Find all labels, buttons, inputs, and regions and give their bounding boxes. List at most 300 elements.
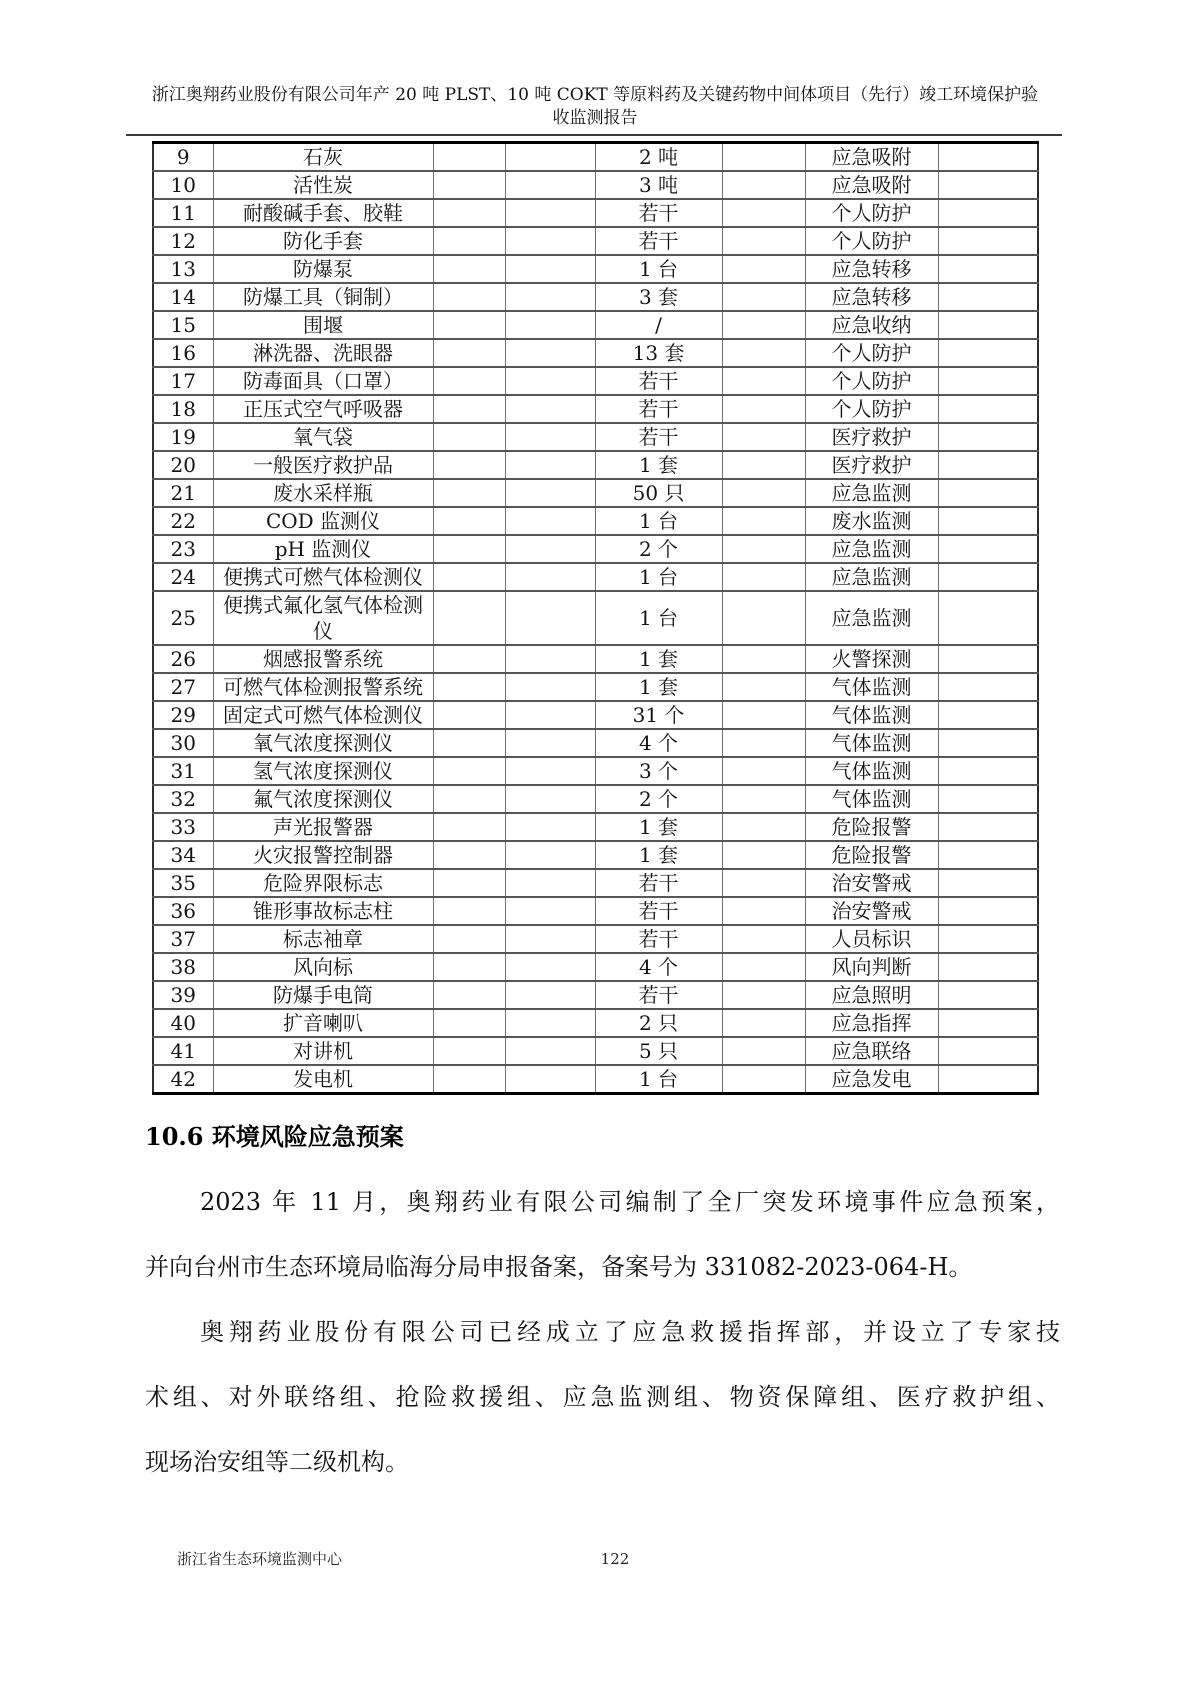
table-cell-purpose: 个人防护: [805, 227, 938, 255]
table-cell-purpose: 应急照明: [805, 981, 938, 1009]
table-row: [153, 757, 1038, 785]
paragraph-line: 2023 年 11 月，奥翔药业有限公司编制了全厂突发环境事件应急预案，: [200, 1188, 1060, 1216]
table-cell-empty: [722, 451, 805, 479]
table-cell-empty: [722, 841, 805, 869]
table-cell-item: 标志袖章: [213, 925, 433, 953]
table-cell-quantity: 13 套: [595, 339, 722, 367]
table-row: [153, 729, 1038, 757]
table-cell-purpose: 应急监测: [805, 591, 938, 645]
section-heading: 10.6 环境风险应急预案: [145, 1122, 404, 1151]
table-cell-empty: [433, 311, 505, 339]
table-cell-empty: [433, 1037, 505, 1065]
table-cell-empty: [433, 171, 505, 199]
table-cell-purpose: 应急监测: [805, 535, 938, 563]
table-cell-item: pH 监测仪: [213, 535, 433, 563]
table-cell-empty: [505, 227, 595, 255]
table-cell-empty: [505, 953, 595, 981]
table-cell-item: 防爆手电筒: [213, 981, 433, 1009]
table-row: [153, 673, 1038, 701]
table-cell-item: 可燃气体检测报警系统: [213, 673, 433, 701]
table-cell-item: 围堰: [213, 311, 433, 339]
table-cell-empty: [722, 227, 805, 255]
table-cell-purpose: 应急吸附: [805, 171, 938, 199]
table-cell-number: 14: [153, 283, 213, 311]
table-cell-item: 锥形事故标志柱: [213, 897, 433, 925]
table-cell-item: 扩音喇叭: [213, 1009, 433, 1037]
paragraph-line: 并向台州市生态环境局临海分局申报备案，备案号为 331082-2023-064-H。: [145, 1253, 973, 1281]
table-cell-empty: [433, 953, 505, 981]
table-cell-empty: [722, 1065, 805, 1094]
table-cell-empty: [505, 199, 595, 227]
running-head-line1: 浙江奥翔药业股份有限公司年产 20 吨 PLST、10 吨 COKT 等原料药及关键药物中间体项目（先行）竣工环境保护验: [151, 85, 1039, 105]
table-row: [153, 869, 1038, 897]
table-cell-empty: [938, 535, 1038, 563]
table-cell-empty: [433, 785, 505, 813]
table-cell-purpose: 气体监测: [805, 729, 938, 757]
table-cell-empty: [433, 673, 505, 701]
header-rule: [126, 134, 1062, 136]
table-cell-empty: [722, 757, 805, 785]
table-row: [153, 563, 1038, 591]
table-cell-quantity: 1 套: [595, 645, 722, 673]
table-cell-empty: [433, 199, 505, 227]
table-cell-number: 24: [153, 563, 213, 591]
table-cell-empty: [505, 339, 595, 367]
table-cell-number: 41: [153, 1037, 213, 1065]
table-cell-empty: [505, 673, 595, 701]
table-cell-empty: [722, 563, 805, 591]
table-cell-empty: [938, 507, 1038, 535]
table-cell-item: 氧气袋: [213, 423, 433, 451]
table-cell-empty: [433, 813, 505, 841]
table-cell-purpose: 风向判断: [805, 953, 938, 981]
table-cell-quantity: 1 台: [595, 1065, 722, 1094]
table-cell-purpose: 治安警戒: [805, 869, 938, 897]
table-cell-empty: [722, 479, 805, 507]
table-cell-number: 30: [153, 729, 213, 757]
table-cell-quantity: 4 个: [595, 729, 722, 757]
table-cell-quantity: 若干: [595, 367, 722, 395]
table-cell-quantity: 2 个: [595, 535, 722, 563]
table-cell-item: 防化手套: [213, 227, 433, 255]
table-cell-empty: [938, 563, 1038, 591]
table-cell-empty: [505, 395, 595, 423]
table-cell-purpose: 应急联络: [805, 1037, 938, 1065]
paragraph-filing: [145, 1170, 1060, 1300]
table-cell-empty: [433, 869, 505, 897]
table-cell-empty: [938, 395, 1038, 423]
table-cell-item: COD 监测仪: [213, 507, 433, 535]
table-cell-empty: [505, 255, 595, 283]
table-cell-purpose: 气体监测: [805, 757, 938, 785]
table-cell-purpose: 危险报警: [805, 813, 938, 841]
table-cell-empty: [722, 339, 805, 367]
table-cell-empty: [505, 283, 595, 311]
table-cell-item: 风向标: [213, 953, 433, 981]
table-cell-quantity: 4 个: [595, 953, 722, 981]
table-cell-number: 17: [153, 367, 213, 395]
table-cell-number: 20: [153, 451, 213, 479]
table-row: [153, 367, 1038, 395]
table-row: [153, 143, 1038, 172]
table-cell-number: 11: [153, 199, 213, 227]
table-cell-empty: [433, 423, 505, 451]
table-cell-item: 声光报警器: [213, 813, 433, 841]
table-cell-purpose: 个人防护: [805, 367, 938, 395]
table-cell-number: 25: [153, 591, 213, 645]
table-row: [153, 311, 1038, 339]
table-cell-empty: [433, 479, 505, 507]
table-cell-empty: [505, 841, 595, 869]
table-cell-empty: [722, 311, 805, 339]
table-row: [153, 255, 1038, 283]
table-cell-number: 37: [153, 925, 213, 953]
table-cell-number: 15: [153, 311, 213, 339]
table-cell-item: 发电机: [213, 1065, 433, 1094]
table-cell-empty: [938, 925, 1038, 953]
table-cell-empty: [433, 395, 505, 423]
table-cell-empty: [505, 143, 595, 172]
table-row: [153, 591, 1038, 645]
table-cell-quantity: 若干: [595, 423, 722, 451]
table-row: [153, 199, 1038, 227]
table-cell-empty: [433, 255, 505, 283]
table-cell-quantity: 5 只: [595, 1037, 722, 1065]
table-row: [153, 339, 1038, 367]
table-cell-item: 废水采样瓶: [213, 479, 433, 507]
table-cell-purpose: 危险报警: [805, 841, 938, 869]
table-cell-number: 26: [153, 645, 213, 673]
table-cell-empty: [433, 981, 505, 1009]
table-cell-empty: [938, 981, 1038, 1009]
table-row: [153, 1009, 1038, 1037]
table-cell-empty: [938, 729, 1038, 757]
table-cell-empty: [505, 757, 595, 785]
table-cell-empty: [505, 563, 595, 591]
table-cell-empty: [722, 673, 805, 701]
table-cell-empty: [722, 423, 805, 451]
table-cell-purpose: 应急监测: [805, 479, 938, 507]
table-cell-quantity: 若干: [595, 227, 722, 255]
table-row: [153, 227, 1038, 255]
table-cell-empty: [722, 869, 805, 897]
table-cell-number: 39: [153, 981, 213, 1009]
table-cell-empty: [433, 367, 505, 395]
table-cell-purpose: 医疗救护: [805, 423, 938, 451]
table-row: [153, 1037, 1038, 1065]
table-row: [153, 395, 1038, 423]
paragraph-line: 现场治安组等二级机构。: [145, 1448, 409, 1476]
table-cell-number: 38: [153, 953, 213, 981]
table-cell-quantity: 若干: [595, 395, 722, 423]
table-cell-empty: [722, 785, 805, 813]
table-cell-quantity: 50 只: [595, 479, 722, 507]
table-cell-empty: [433, 925, 505, 953]
table-cell-quantity: 1 台: [595, 507, 722, 535]
table-cell-empty: [938, 897, 1038, 925]
paragraph-line: 奥翔药业股份有限公司已经成立了应急救援指挥部，并设立了专家技: [200, 1318, 1060, 1346]
table-cell-item: 耐酸碱手套、胶鞋: [213, 199, 433, 227]
table-cell-empty: [722, 1037, 805, 1065]
table-cell-number: 33: [153, 813, 213, 841]
table-cell-purpose: 应急转移: [805, 283, 938, 311]
table-row: [153, 1065, 1038, 1094]
table-cell-empty: [938, 367, 1038, 395]
table-cell-empty: [938, 255, 1038, 283]
table-cell-empty: [938, 1065, 1038, 1094]
table-cell-quantity: 若干: [595, 981, 722, 1009]
table-cell-item: 活性炭: [213, 171, 433, 199]
table-cell-empty: [505, 591, 595, 645]
table-cell-number: 22: [153, 507, 213, 535]
table-cell-item: 氢气浓度探测仪: [213, 757, 433, 785]
table-cell-purpose: 应急发电: [805, 1065, 938, 1094]
table-cell-empty: [938, 311, 1038, 339]
table-cell-quantity: /: [595, 311, 722, 339]
table-cell-empty: [722, 953, 805, 981]
table-cell-empty: [938, 869, 1038, 897]
table-cell-empty: [938, 479, 1038, 507]
table-cell-quantity: 若干: [595, 199, 722, 227]
table-cell-item: 氟气浓度探测仪: [213, 785, 433, 813]
table-cell-number: 19: [153, 423, 213, 451]
table-cell-purpose: 废水监测: [805, 507, 938, 535]
table-cell-purpose: 应急吸附: [805, 143, 938, 172]
table-cell-empty: [938, 143, 1038, 172]
table-row: [153, 171, 1038, 199]
table-cell-empty: [722, 171, 805, 199]
table-cell-empty: [722, 645, 805, 673]
table-cell-empty: [722, 701, 805, 729]
table-cell-item: 氧气浓度探测仪: [213, 729, 433, 757]
table-cell-number: 29: [153, 701, 213, 729]
table-cell-purpose: 应急收纳: [805, 311, 938, 339]
table-cell-item: 防爆工具（铜制）: [213, 283, 433, 311]
table-cell-empty: [938, 339, 1038, 367]
table-cell-empty: [433, 535, 505, 563]
table-cell-empty: [505, 367, 595, 395]
table-cell-empty: [722, 591, 805, 645]
table-cell-quantity: 31 个: [595, 701, 722, 729]
table-cell-item: 固定式可燃气体检测仪: [213, 701, 433, 729]
table-cell-empty: [938, 591, 1038, 645]
table-cell-empty: [938, 645, 1038, 673]
table-cell-number: 32: [153, 785, 213, 813]
table-cell-empty: [505, 479, 595, 507]
table-cell-quantity: 1 台: [595, 591, 722, 645]
table-cell-purpose: 应急指挥: [805, 1009, 938, 1037]
table-cell-empty: [433, 283, 505, 311]
table-cell-empty: [938, 423, 1038, 451]
table-cell-empty: [722, 199, 805, 227]
table-cell-purpose: 人员标识: [805, 925, 938, 953]
table-cell-empty: [505, 1037, 595, 1065]
footer-page-number: 122: [600, 1550, 630, 1568]
table-cell-empty: [505, 645, 595, 673]
table-cell-item: 淋洗器、洗眼器: [213, 339, 433, 367]
table-cell-item: 便携式可燃气体检测仪: [213, 563, 433, 591]
table-row: [153, 535, 1038, 563]
table-row: [153, 897, 1038, 925]
table-cell-empty: [505, 311, 595, 339]
table-cell-item: 正压式空气呼吸器: [213, 395, 433, 423]
table-cell-empty: [433, 729, 505, 757]
table-cell-empty: [938, 673, 1038, 701]
table-cell-empty: [505, 507, 595, 535]
table-cell-empty: [505, 451, 595, 479]
table-cell-quantity: 2 个: [595, 785, 722, 813]
table-cell-number: 9: [153, 143, 213, 172]
table-cell-item: 便携式氟化氢气体检测仪: [213, 591, 433, 645]
table-cell-purpose: 个人防护: [805, 395, 938, 423]
table-row: [153, 701, 1038, 729]
table-cell-empty: [433, 563, 505, 591]
table-cell-empty: [938, 813, 1038, 841]
table-row: [153, 451, 1038, 479]
table-cell-empty: [722, 143, 805, 172]
table-cell-purpose: 个人防护: [805, 339, 938, 367]
table-cell-number: 10: [153, 171, 213, 199]
table-cell-empty: [938, 227, 1038, 255]
table-cell-empty: [938, 953, 1038, 981]
table-cell-empty: [505, 925, 595, 953]
table-cell-empty: [938, 785, 1038, 813]
table-cell-quantity: 1 套: [595, 673, 722, 701]
table-cell-empty: [938, 1009, 1038, 1037]
table-cell-item: 防爆泵: [213, 255, 433, 283]
table-cell-empty: [722, 395, 805, 423]
table-cell-number: 12: [153, 227, 213, 255]
table-cell-item: 防毒面具（口罩）: [213, 367, 433, 395]
table-cell-empty: [722, 507, 805, 535]
table-cell-number: 16: [153, 339, 213, 367]
table-cell-empty: [938, 451, 1038, 479]
table-cell-quantity: 3 套: [595, 283, 722, 311]
table-cell-item: 烟感报警系统: [213, 645, 433, 673]
table-cell-empty: [722, 1009, 805, 1037]
table-cell-purpose: 气体监测: [805, 673, 938, 701]
table-cell-empty: [433, 143, 505, 172]
paragraph-line: 术组、对外联络组、抢险救援组、应急监测组、物资保障组、医疗救护组、: [145, 1383, 1060, 1411]
table-cell-empty: [722, 981, 805, 1009]
table-cell-empty: [433, 227, 505, 255]
table-cell-quantity: 2 吨: [595, 143, 722, 172]
table-cell-empty: [722, 255, 805, 283]
table-cell-quantity: 3 吨: [595, 171, 722, 199]
table-cell-empty: [938, 171, 1038, 199]
table-cell-empty: [505, 897, 595, 925]
table-cell-quantity: 1 套: [595, 813, 722, 841]
table-row: [153, 953, 1038, 981]
table-cell-empty: [722, 535, 805, 563]
paragraph-organization: [145, 1300, 1060, 1495]
table-cell-empty: [505, 729, 595, 757]
table-row: [153, 645, 1038, 673]
table-cell-empty: [505, 981, 595, 1009]
table-cell-empty: [505, 813, 595, 841]
table-cell-empty: [722, 283, 805, 311]
table-cell-empty: [433, 1009, 505, 1037]
table-cell-quantity: 若干: [595, 925, 722, 953]
table-cell-item: 对讲机: [213, 1037, 433, 1065]
table-row: [153, 813, 1038, 841]
table-cell-empty: [938, 283, 1038, 311]
table-cell-item: 石灰: [213, 143, 433, 172]
table-cell-empty: [433, 841, 505, 869]
table-cell-purpose: 应急转移: [805, 255, 938, 283]
table-row: [153, 479, 1038, 507]
emergency-equipment-table: [152, 141, 1039, 1095]
table-cell-number: 23: [153, 535, 213, 563]
table-cell-quantity: 若干: [595, 897, 722, 925]
table-row: [153, 423, 1038, 451]
table-cell-empty: [938, 199, 1038, 227]
table-cell-empty: [722, 813, 805, 841]
table-cell-empty: [505, 1065, 595, 1094]
table-cell-quantity: 若干: [595, 869, 722, 897]
table-cell-quantity: 1 套: [595, 451, 722, 479]
table-cell-empty: [938, 757, 1038, 785]
table-cell-empty: [505, 785, 595, 813]
table-cell-purpose: 气体监测: [805, 785, 938, 813]
table-cell-number: 40: [153, 1009, 213, 1037]
table-cell-number: 31: [153, 757, 213, 785]
table-cell-empty: [505, 423, 595, 451]
running-head-line2: 收监测报告: [552, 108, 638, 128]
table-cell-empty: [938, 1037, 1038, 1065]
table-cell-empty: [433, 645, 505, 673]
table-cell-quantity: 1 台: [595, 255, 722, 283]
table-row: [153, 507, 1038, 535]
table-cell-quantity: 1 台: [595, 563, 722, 591]
table-cell-quantity: 2 只: [595, 1009, 722, 1037]
table-row: [153, 283, 1038, 311]
table-cell-empty: [433, 757, 505, 785]
table-cell-empty: [433, 591, 505, 645]
table-cell-number: 36: [153, 897, 213, 925]
table-cell-empty: [722, 367, 805, 395]
table-cell-number: 18: [153, 395, 213, 423]
table-cell-number: 42: [153, 1065, 213, 1094]
table-cell-empty: [505, 171, 595, 199]
table-row: [153, 841, 1038, 869]
table-cell-empty: [433, 507, 505, 535]
table-cell-purpose: 个人防护: [805, 199, 938, 227]
table-cell-purpose: 应急监测: [805, 563, 938, 591]
table-cell-empty: [722, 925, 805, 953]
table-cell-empty: [938, 701, 1038, 729]
table-cell-empty: [938, 841, 1038, 869]
table-cell-empty: [722, 897, 805, 925]
table-row: [153, 981, 1038, 1009]
table-cell-quantity: 3 个: [595, 757, 722, 785]
table-cell-number: 27: [153, 673, 213, 701]
table-cell-empty: [505, 535, 595, 563]
table-cell-number: 35: [153, 869, 213, 897]
table-cell-number: 13: [153, 255, 213, 283]
table-cell-purpose: 火警探测: [805, 645, 938, 673]
table-cell-number: 34: [153, 841, 213, 869]
table-cell-item: 一般医疗救护品: [213, 451, 433, 479]
footer-organization: 浙江省生态环境监测中心: [177, 1550, 343, 1568]
table-cell-purpose: 治安警戒: [805, 897, 938, 925]
table-cell-empty: [505, 1009, 595, 1037]
running-head: [128, 84, 1062, 130]
table-cell-empty: [433, 1065, 505, 1094]
table-cell-quantity: 1 套: [595, 841, 722, 869]
table-cell-number: 21: [153, 479, 213, 507]
table-cell-purpose: 医疗救护: [805, 451, 938, 479]
